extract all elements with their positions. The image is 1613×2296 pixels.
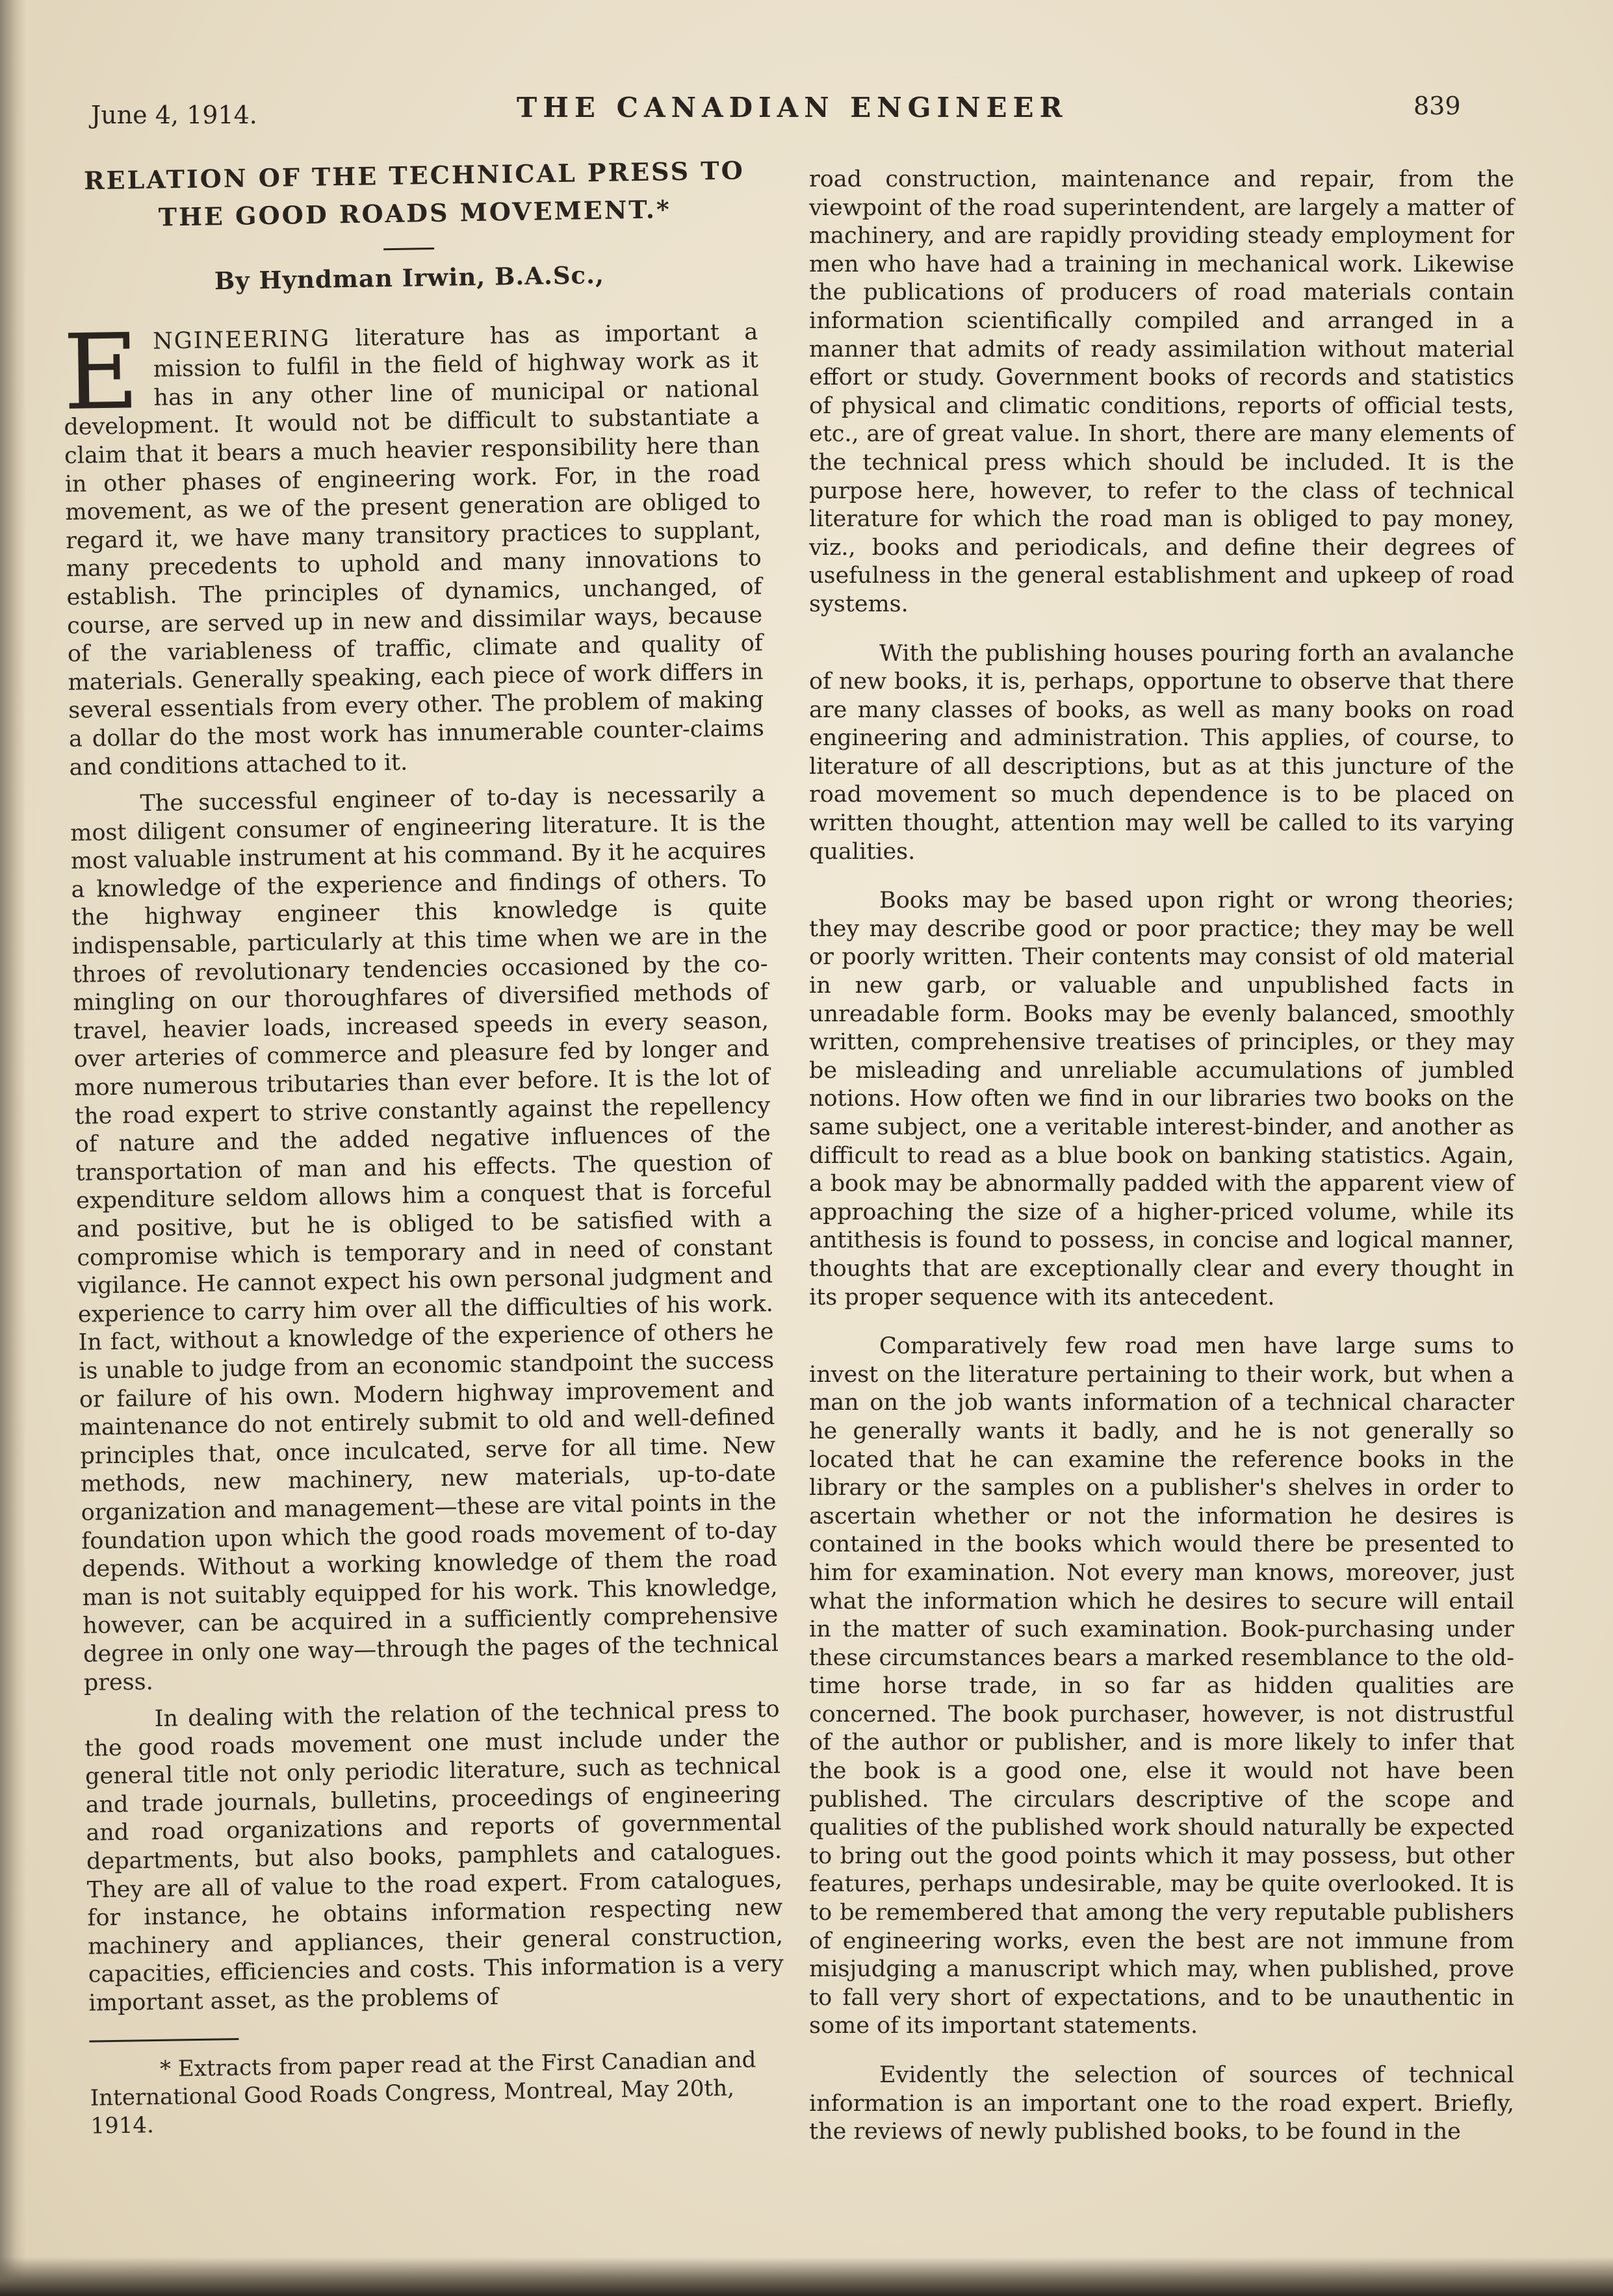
right-column: [809, 166, 1514, 2147]
journal-name: THE CANADIAN ENGINEER: [517, 92, 1068, 123]
page-left-edge-shadow: [0, 0, 26, 2296]
lead-caps: NGINEERING: [152, 325, 331, 355]
paragraph-2: The successful engineer of to-day is necessarily a most diligent consumer of engineering literature. It is the most valuable instrument at his command. By it he acquires a knowledge of the experience and findings of others. To the highway engineer this knowledge is quite indispensable, particularly at this time when we are in the throes of revolutionary tendencies occasioned by the co-mingling on our thoroughfares of diversified methods of travel, heavier loads, increased speeds in every season, over arteries of commerce and pleasure fed by longer and more numerous tributaries than ever before. It is the lot of the road expert to strive constantly against the repellency of nature and the added negative influences of the transportation of man and his effects. The question of expenditure seldom allows him a conquest that is forceful and positive, but he is obliged to be satisfied with a compromise which is temporary and in need of constant vigilance. He cannot expect his own personal judgment and experience to carry him over all the difficulties of his work. In fact, without a knowledge of the experience of others he is unable to judge from an economic standpoint the success or failure of his own. Modern highway improvement and maintenance do not entirely submit to old and well-defined principles that, once inculcated, serve for all time. New methods, new machinery, new materials, up-to-date organization and management—these are vital points in the foundation upon which the good roads movement of to-day depends. Without a working knowledge of them the road man is not suitably equipped for his work. This knowledge, however, can be acquired in a sufficiently comprehensive degree in only one way—through the pages of the technical press.: [70, 781, 779, 1696]
drop-cap: E: [62, 310, 140, 433]
article-title-line-1: RELATION OF THE TECHNICAL PRESS TO: [83, 155, 745, 196]
paragraph-6: Books may be based upon right or wrong theories; they may describe good or poor practice; they may be well or poorly written. Their contents may consist of old material in new garb, or valuable and unpublished facts in unreadable form. Books may be evenly balanced, smoothly written, comprehensive treatises of principles, or they may be misleading and unreliable accumulations of jumbled notions. How often we find in our libraries two books on the same subject, one a veritable interest-binder, and another as difficult to read as a blue book on banking statistics. Again, a book may be abnormally padded with the apparent view of approaching the size of a higher-priced volume, while its antithesis is found to possess, in concise and logical manner, thoughts that are exceptionally clear and every thought in its proper sequence with its antecedent.: [809, 887, 1514, 1310]
paragraph-3: In dealing with the relation of the technical press to the good roads movement one must include under the general title not only periodic literature, such as technical and trade journals, bulletins, proceedings of engineering and road organizations and reports of governmental departments, but also books, pamphlets and catalogues. They are all of value to the road expert. From catalogues, for instance, he obtains information respecting new machinery and appliances, their general construction, capacities, efficiencies and costs. This information is a very important asset, as the problems of: [84, 1696, 784, 2017]
paragraph-7: Comparatively few road men have large sums to invest on the literature pertaining to their work, but when a man on the job wants information of a technical character he generally wants it badly, and he is not generally so located that he can examine the reference books in the library or the samples on a publisher's shelves in order to ascertain whether or not the information he desires is contained in the books which would there be presented to him for examination. Not every man knows, moreover, just what the information which he desires to secure will entail in the matter of such examination. Book-purchasing under these circumstances bears a marked resemblance to the old-time horse trade, in so far as hidden qualities are concerned. The book purchaser, however, is not distrustful of the author or publisher, and is more likely to infer that the book is a good one, else it would not have been published. The circulars descriptive of the scope and qualities of the published work should naturally be expected to bring out the good points which it may possess, but other features, perhaps undesirable, may be quite overlooked. It is to be remembered that among the very reputable publishers of engineering works, even the best are not immune from misjudging a manuscript which may, when published, prove to fall very short of expectations, and to be unauthentic in some of its important statements.: [809, 1333, 1514, 2039]
issue-date: June 4, 1914.: [91, 101, 257, 129]
paragraph-1: [62, 310, 765, 782]
footnote: * Extracts from paper read at the First Canadian and International Good Roads Congress, Montreal, May 20th, 1914.: [90, 2047, 756, 2139]
paragraph-1-text: literature has as important a mission to fulfil in the field of highway work as it has in any other line of municipal or national development. It would not be difficult to substantiate a claim that it bears a much heavier responsibility here than in other phases of engineering work. For, in the road movement, as we of the present generation are obliged to regard it, we have many transitory practices to supplant, many precedents to uphold and many innovations to establish. The principles of dynamics, unchanged, of course, are served up in new and dissimilar ways, because of the variableness of traffic, climate and quality of materials. Generally speaking, each piece of work differs in several essentials from every other. The problem of making a dollar do the most work has innumerable counter-claims and conditions attached to it.: [64, 318, 765, 781]
running-head: [91, 88, 1482, 127]
title-rule: [383, 248, 434, 250]
paragraph-8: Evidently the selection of sources of technical information is an important one to the road expert. Briefly, the reviews of newly published books, to be found in the: [809, 2062, 1514, 2145]
page-bottom-edge-shadow: [0, 2257, 1613, 2296]
paragraph-5: With the publishing houses pouring forth an avalanche of new books, it is, perhaps, opportune to observe that there are many classes of books, as well as many books on road engineering and administration. This applies, of course, to literature of all descriptions, but as at this juncture of the road movement so much dependence is to be placed on written thought, attention may well be called to its varying qualities.: [809, 640, 1514, 865]
paragraph-4: road construction, maintenance and repair, from the viewpoint of the road superintendent, are largely a matter of machinery, and are rapidly providing steady employment for men who have had a training in mechanical work. Likewise the publications of producers of road materials contain information scientifically compiled and arranged in a manner that admits of ready assimilation without material effort or study. Government books of records and statistics of physical and climatic conditions, reports of official tests, etc., are of great value. In short, there are many elements of the technical press which should be included. It is the purpose here, however, to refer to the class of technical literature for which the road man is obliged to pay money, viz., books and periodicals, and define their degrees of usefulness in the general establishment and upkeep of road systems.: [809, 166, 1514, 617]
byline: By Hyndman Irwin, B.A.Sc.,: [214, 260, 605, 296]
article-title-line-2: THE GOOD ROADS MOVEMENT.*: [158, 194, 672, 232]
article-title: [60, 151, 756, 238]
page-number: 839: [1413, 92, 1461, 120]
left-column: [60, 151, 786, 2140]
footnote-rule: [89, 2038, 239, 2043]
